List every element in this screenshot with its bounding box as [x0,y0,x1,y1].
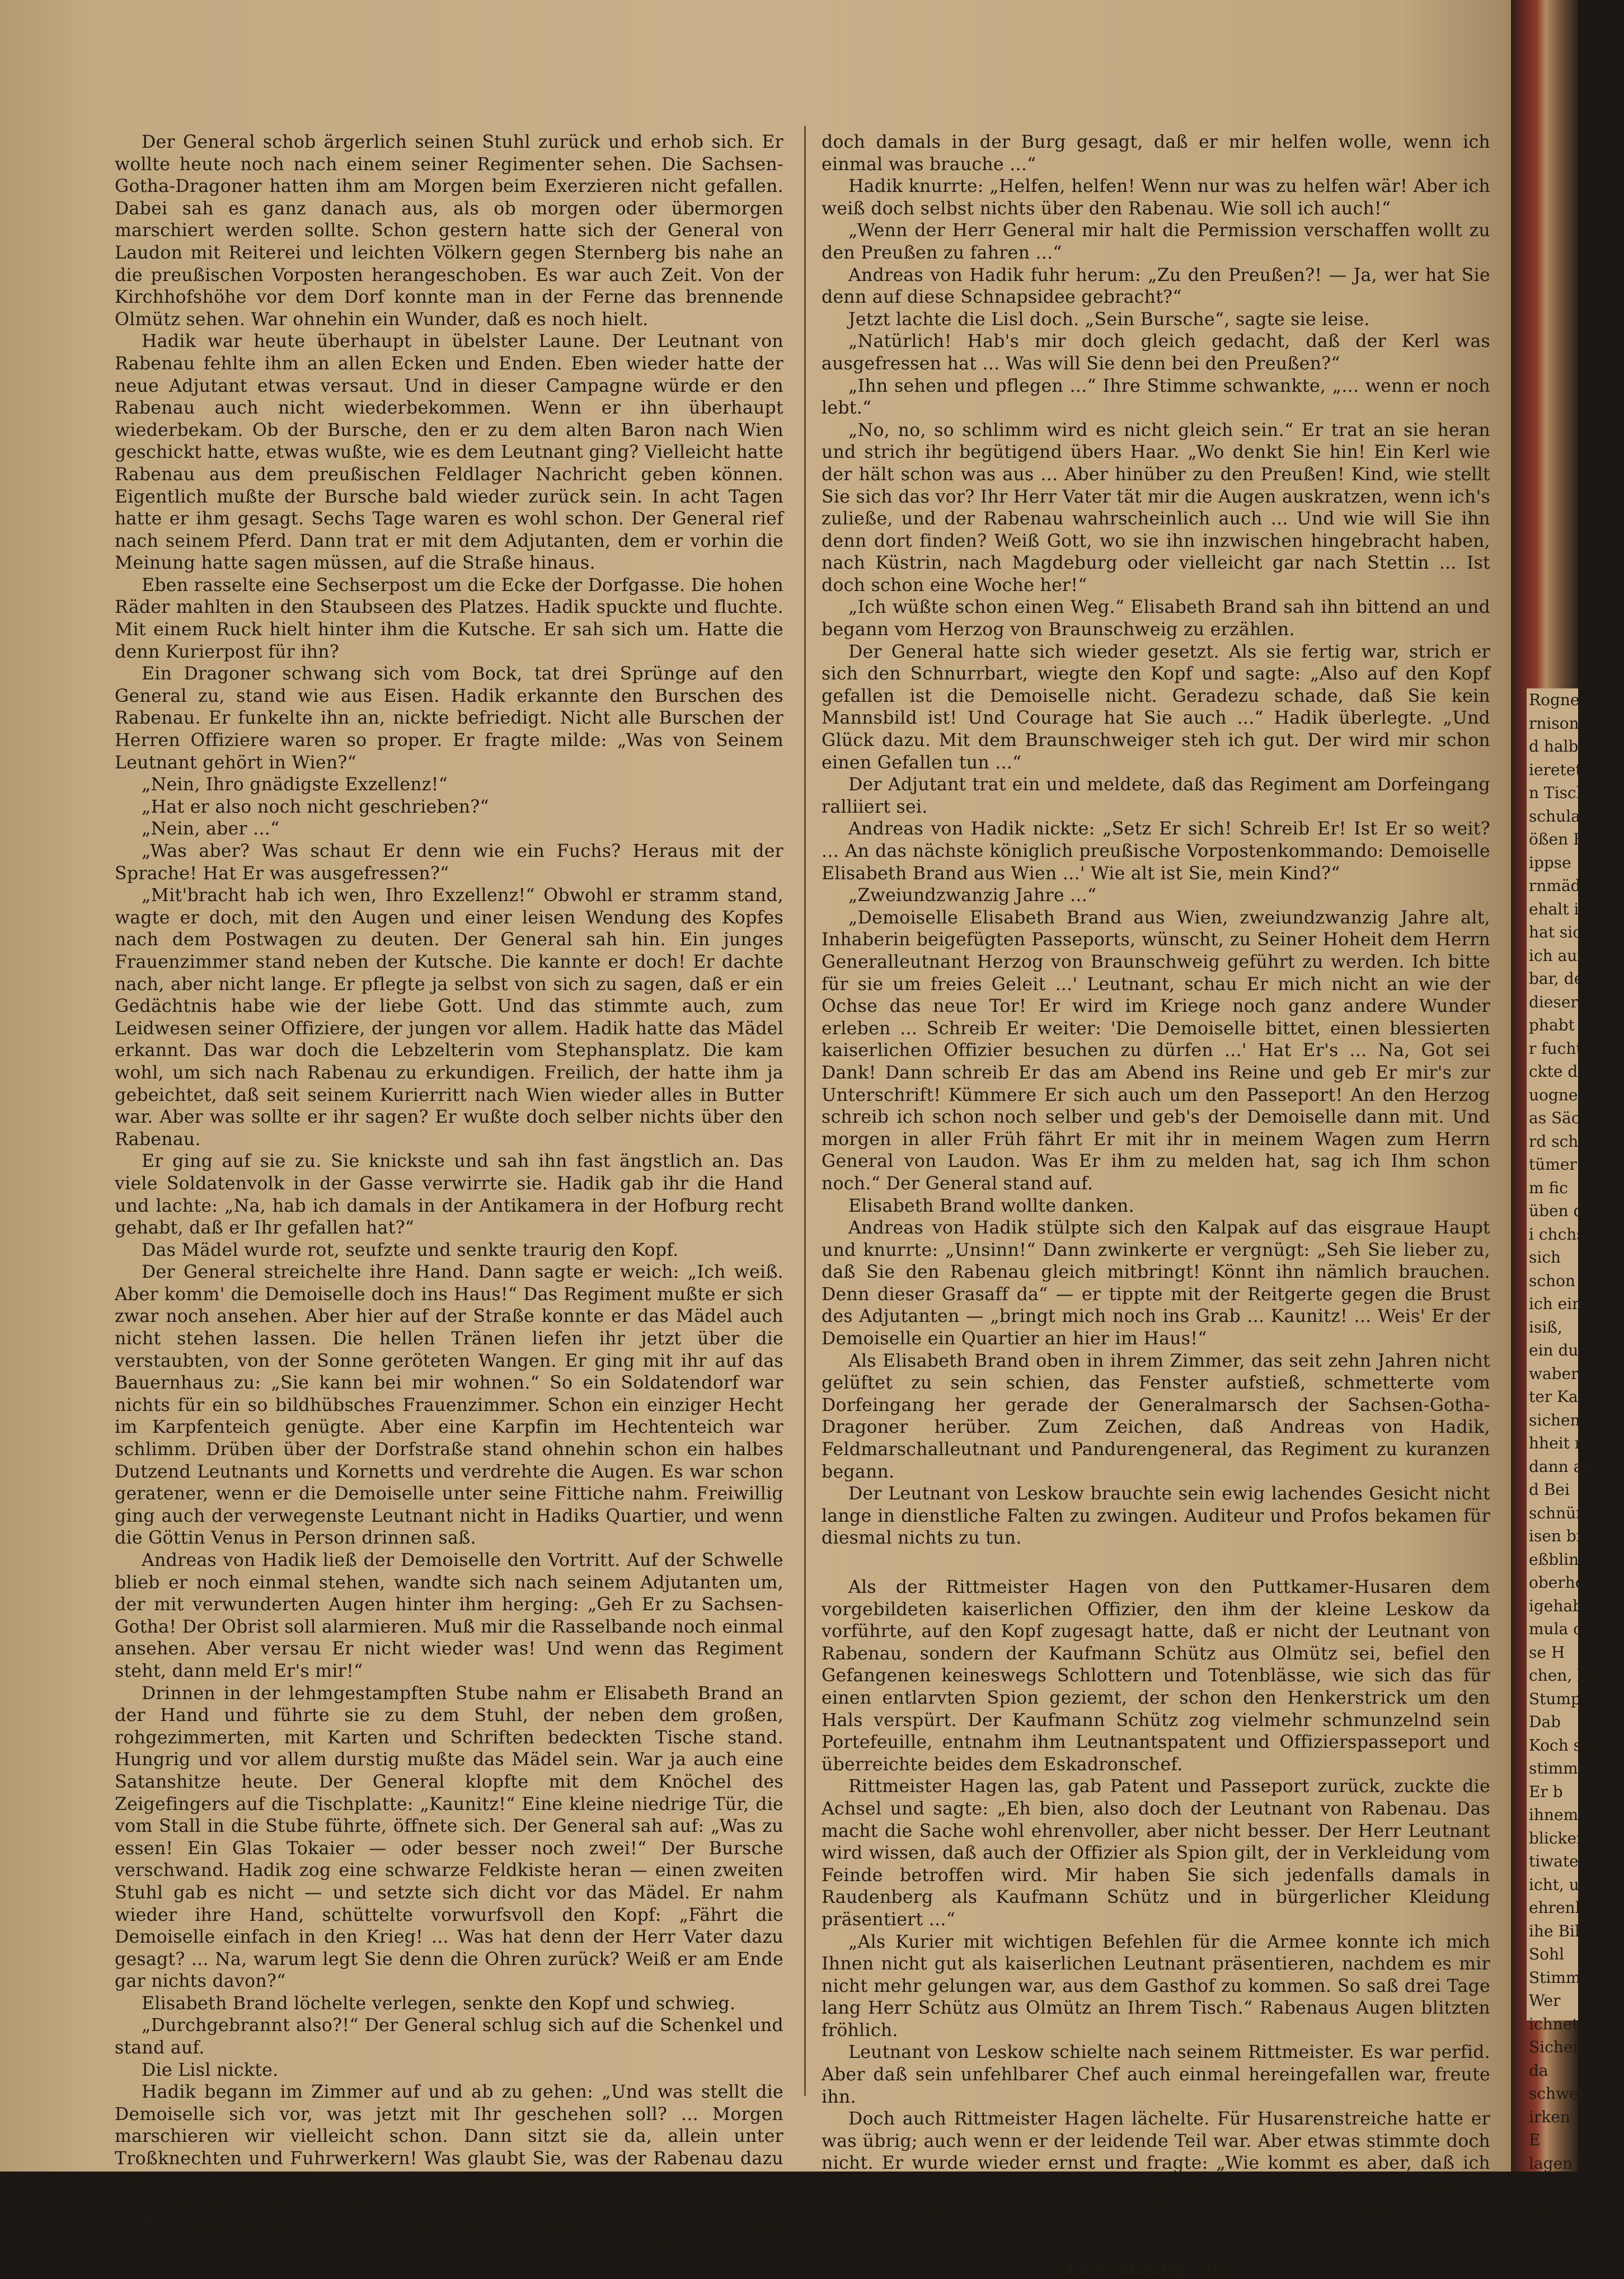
fragment-line: n Tisch [1529,784,1587,802]
fragment-line: ehrenhafte [1529,1898,1616,1917]
paragraph: Als der Rittmeister Hagen von den Puttkamer-Husaren dem vorgebildeten kaiserlichen Offizier, den ihm der kleine Leskow da vorführte, auf den Kopf zugesagt hatte, daß er nicht der Leutnant von Rabenau, sondern der Kaufmann Schütz aus Olmütz sei, befiel den Gefangenen keineswegs Schlottern und Totenblässe, wie sich das für einen entlarvten Spion geziemt, der schon den Henkerstrick um den Hals verspürt. Der Kaufmann Schütz zog vielmehr schmunzelnd sein Portefeuille, entnahm ihm Leutnantspatent und Offizierspasseport und überreichte beides dem Eskadronschef. [822,1577,1490,1775]
fragment-line: Wer [1529,1991,1561,2010]
fragment-line: m fic [1529,1178,1568,1197]
fragment-line: Dab [1529,1713,1561,1731]
paragraph: Elisabeth Brand löchelte verlegen, senkte den Kopf und schwieg. [142,1993,736,2014]
fragment-line: blicker d [1529,1828,1599,1847]
paragraph: Der General streichelte ihre Hand. Dann sagte er weich: „Ich weiß. Aber komm' die Demoiselle doch ins Haus!“ Das Regiment mußte er sich zwar noch ansehen. Aber hier auf der Straße konnte er das Mädel auch nicht stehen lassen. Die hellen Tränen liefen ihr jetzt über die verstaubten, von der Sonne geröteten Wangen. Er ging mit ihr auf das Bauernhaus zu: „Sie kann bei mir wohnen.“ So ein Soldatendorf war nichts für ein so bildhübsches Frauenzimmer. Schon ein einziger Hecht im Karpfenteich genügte. Aber eine Karpfin im Hechtenteich war schlimm. Drüben über der Dorfstraße stand ohnehin schon ein halbes Dutzend Leutnants und Kornetts und verdrehte die Augen. Es war schon geratener, wenn er die Demoiselle unter seine Fittiche nahm. Freiwillig ging auch der verwegenste Leutnant nicht in Hadiks Quartier, und wenn die Göttin Venus in Person drinnen saß. [115,1262,783,1549]
fragment-line: Mal [1529,2177,1560,2196]
fragment-line: ckte des [1529,1062,1595,1081]
fragment-line: Stimme [1529,1968,1590,1987]
fragment-line: rnisons [1529,714,1588,733]
paragraph: Andreas von Hadik fuhr herum: „Zu den Preußen?! — Ja, wer hat Sie denn auf diese Schnapsidee gebracht?“ [822,265,1490,308]
fragment-line: ung [1529,2200,1559,2219]
paragraph: Der Adjutant trat ein und meldete, daß das Regiment am Dorfeingang ralliiert sei. [822,775,1490,817]
fragment-line: tiwate. [1529,1852,1584,1870]
paragraph: Der General hatte sich wieder gesetzt. Als sie fertig war, strich er sich den Schnurrbart, wiegte den Kopf und sagte: „Also auf den Kopf gefallen ist die Demoiselle nicht. Geradezu schade, daß Sie kein Mannsbild ist! Und Courage hat Sie auch ...“ Hadik überlegte. „Und Glück dazu. Mit dem Braunschweiger steh ich gut. Der wird mir schon einen Gefallen tun ...“ [822,641,1490,773]
paragraph: „Zweiundzwanzig Jahre ...“ [848,885,1097,906]
fragment-line: irken [1529,2107,1570,2126]
fragment-line: sich [1529,1248,1561,1267]
fragment-line: d halb [1529,737,1579,756]
fragment-line: tümer m [1529,1155,1597,1174]
column-divider [804,126,806,2096]
fragment-line: lagen ir [1529,2154,1590,2173]
right-column [822,132,1490,2278]
fragment-line: schula [1529,806,1580,826]
paragraph: Hadik war heute überhaupt in übelster Laune. Der Leutnant von Rabenau fehlte ihm an allen Ecken und Enden. Eben wieder hatte der neue Adjutant etwas versaut. Und in dieser Campagne würde er den Rabenau auch nicht wiederbekommen. Wenn er ihn überhaupt wiederbekam. Ob der Bursche, den er zu dem alten Baron nach Wien geschickt hatte, etwas wußte, wie es dem Leutnant ging? Vielleicht hatte Rabenau aus dem preußischen Feldlager Nachricht geben können. Eigentlich mußte der Bursche bald wieder zurück sein. In acht Tagen hatte er ihm gesagt. Sechs Tage waren es wohl schon. Der General rief nach seinem Pferd. Dann trat er mit dem Adjutanten, dem er vorhin die Meinung hatte sagen müssen, auf die Straße hinaus. [115,331,783,574]
fragment-line: mula c [1529,1620,1582,1638]
paragraph: Elisabeth Brand war wieder dem Weinen nahe. Der General schien ernstlich böse zu sein. Sie sagte bittend: „Der Herr General hat mir [115,2215,783,2258]
paragraph: Elisabeth Brand wollte danken. [848,1195,1134,1216]
paragraph: „Nein, aber ...“ [142,819,280,840]
fragment-line: üben de [1529,1202,1593,1220]
fragment-line: icht, un [1529,1875,1589,1894]
fragment-line: isiß, [1529,1317,1562,1337]
fragment-line: rd schar [1529,1132,1595,1151]
fragment-line: dann ang [1529,1457,1603,1476]
paragraph: Der General schob ärgerlich seinen Stuhl zurück und erhob sich. Er wollte heute noch nach einem seiner Regimenter sehen. Die Sachsen-Gotha-Dragoner hatten ihm am Morgen beim Exerzieren nicht gefallen. Dabei sah es ganz danach aus, als ob morgen oder übermorgen marschiert werden sollte. Schon gestern hatte sich der General von Laudon mit Reiterei und leichten Völkern gegen Sternberg bis nahe an die preußischen Vorposten herangeschoben. Es war auch Zeit. Von der Kirchhofshöhe vor dem Dorf konnte man in der Ferne das brennende Olmütz sehen. War ohnehin ein Wunder, daß es noch hielt. [115,132,783,330]
paragraph: Andreas von Hadik nickte: „Setz Er sich! Schreib Er! Ist Er so weit? ... An das nächste königlich preußische Vorpostenkommando: Demoiselle Elisabeth Brand aus Wien ...' Wie alt ist Sie, mein Kind?“ [822,819,1490,884]
paragraph: Ein Dragoner schwang sich vom Bock, tat drei Sprünge auf den General zu, stand wie aus Eisen. Hadik erkannte den Burschen des Rabenau. Er funkelte ihn an, nickte befriedigt. Nicht alle Burschen der Herren Offiziere waren so proper. Er fragte milde: „Was von Seinem Leutnant gehört in Wien?“ [115,664,783,773]
fragment-line: dieser [1529,992,1578,1011]
paragraph: Hadik begann im Zimmer auf und ab zu gehen: „Und was stellt die Demoiselle sich vor, was jetzt mit Ihr geschehen soll? ... Morgen marschieren wir vielleicht schon. Dann sitzt sie da, allein unter Troßknechten und Fuhrwerkern! Was glaubt Sie, was der Rabenau dazu sagen tät? Nicht einmal die Post geht hier mehr durch, wenn das Stabsquartier abmarschiert ist.“ [115,2082,783,2214]
paragraph: „Durchgebrannt also?!“ Der General schlug sich auf die Schenkel und stand auf. [115,2015,783,2058]
paragraph: Eben rasselte eine Sechserpost um die Ecke der Dorfgasse. Die hohen Räder mahlten in den Staubseen des Platzes. Hadik spuckte und fluchte. Mit einem Ruck hielt hinter ihm die Kutsche. Er sah sich um. Hatte die denn Kurierpost für ihn? [115,575,783,662]
fragment-line: pgsam [1529,2224,1581,2242]
paragraph: Andreas von Hadik ließ der Demoiselle den Vortritt. Auf der Schwelle blieb er noch einmal stehen, wandte sich nach seinem Adjutanten um, der mit verwunderten Augen hinter ihm herging: „Geh Er zu Sachsen-Gotha! Der Obrist soll alarmieren. Muß mir die Rasselbande noch einmal ansehen. Aber versau Er nicht wieder was! Und wenn das Regiment steht, dann meld Er's mir!“ [115,1550,783,1681]
fragment-line: ihe Bil [1529,1921,1580,1940]
fragment-line: waber [1529,1364,1579,1383]
fragment-line: ich auf [1529,946,1583,965]
fragment-line: phabt in [1529,1016,1595,1034]
paragraph: Er ging auf sie zu. Sie knickste und sah ihn fast ängstlich an. Das viele Soldatenvolk in der Gasse verwirrte sie. Hadik gab ihr die Hand und lachte: „Na, hab ich damals in der Antikamera in der Hofburg recht gehabt, daß er Ihr gefallen hat?“ [115,1151,783,1239]
paragraph: „Ihn sehen und pflegen ...“ Ihre Stimme schwankte, „... wenn er noch lebt.“ [822,376,1490,419]
fragment-line: Sichen [1529,2038,1583,2056]
fragment-line: ichnet [1529,2014,1579,2033]
paragraph: „Als Kurier mit wichtigen Befehlen für die Armee konnte ich mich Ihnen nicht gut als kaiserlichen Leutnant präsentieren, nachdem es mir nicht mehr gelungen war, aus dem Gasthof zu kommen. So saß drei Tage lang Herr Schütz aus Olmütz an Ihrem Tisch.“ Rabenaus Augen blitzten fröhlich. [822,1931,1490,2041]
paragraph: doch damals in der Burg gesagt, daß er mir helfen wolle, wenn ich einmal was brauche ...“ [822,132,1490,175]
fragment-line: schnüra [1529,1503,1593,1522]
paragraph: Das Mädel wurde rot, seufzte und senkte traurig den Kopf. [142,1240,679,1260]
fragment-line: ieretet, [1529,760,1587,779]
left-column [115,132,783,2258]
paragraph: Die Lisl nickte. [142,2060,279,2080]
fragment-line: i chchsel, [1529,1225,1604,1244]
fragment-line: ter Kar [1529,1387,1586,1406]
paragraph: „Demoiselle Elisabeth Brand aus Wien, zweiundzwanzig Jahre alt, Inhaberin beigefügten Passeports, wünscht, zu Seiner Hoheit dem Herrn Generalleutnant Herzog von Braunschweig geführt zu werden. Ich bitte für sie um freies Geleit ...' Leutnant, schau Er mich nicht an wie der Ochse das neue Tor! Er wird im Kriege noch ganz andere Wunder erleben ... Schreib Er weiter: 'Die Demoiselle bittet, einen blessierten kaiserlichen Offizier besuchen zu dürfen ...' Hat Er's ... Na, Got sei Dank! Dann schreib Er das am Abend ins Reine und geb Er mir's zur Unterschrift! Kümmere Er sich auch um den Passeport! An den Herzog schreib ich schon noch selber und geb's der Demoiselle dann mit. Und morgen in aller Früh fährt Er mit ihr in meinem Wagen zum Herrn General von Laudon. Was Er ihm zu melden hat, sag ich Ihm schon noch.“ Der General stand auf. [822,907,1490,1194]
fragment-line: ich einem [1529,1295,1607,1313]
fragment-line: ein dunk [1529,1341,1598,1359]
fragment-line: r fuchtel [1529,1039,1597,1058]
paragraph: Leutnant von Leskow schielte nach seinem Rittmeister. Es war perfid. Aber daß sein unfehlbarer Chef auch einmal hereingefallen war, freute ihn. [822,2042,1490,2107]
paragraph: Andreas von Hadik stülpte sich den Kalpak auf das eisgraue Haupt und knurrte: „Unsinn!“ Dann zwinkerte er vergnügt: „Seh Sie lieber zu, daß Sie den Rabenau gleich mitbringt! Könnt ihn nämlich brauchen. Denn dieser Grasaff da“ — er tippte mit der Reitgerte gegen die Brust des Adjutanten — „bringt mich noch ins Grab ... Kaunitz! ... Weis' Er der Demoiselle ein Quartier an hier im Haus!“ [822,1218,1490,1349]
paragraph: „Nein, Ihro gnädigste Exzellenz!“ [142,775,448,795]
fragment-line: sichen w [1529,1410,1599,1429]
fragment-line: da [1529,2061,1548,2080]
paragraph: „Hat er also noch nicht geschrieben?“ [142,796,489,817]
continuation-note: (Fortsetzung folgt.) [1057,2257,1255,2278]
fragment-line: schwer [1529,2084,1587,2103]
fragment-line: Er b [1529,1782,1563,1801]
fragment-line: Koch sel [1529,1736,1596,1755]
paragraph: „Mit'bracht hab ich wen, Ihro Exzellenz!“ Obwohl er stramm stand, wagte er doch, mit den Augen und einer leisen Wendung des Kopfes nach dem Postwagen zu deuten. Der General sah hin. Ein junges Frauenzimmer stand neben der Kutsche. Die kannte er doch! Er dachte nach, aber nicht lange. Er pflegte ja selbst von sich zu sagen, daß er ein Gedächtnis habe wie der liebe Gott. Und das stimmte auch, zum Leidwesen seiner Offiziere, der jungen vor allem. Hadik hatte das Mädel erkannt. Das war doch die Lebzelterin vom Stephansplatz. Die kam wohl, um sich nach Rabenau zu erkundigen. Freilich, der hatte ihm ja gebeichtet, daß seit seinem Kurierritt nach Wien wieder alles in Butter war. Aber was sollte er ihr sagen? Er wußte doch selber nichts über den Rabenau. [115,885,783,1150]
fragment-line: chen, hal [1529,1666,1602,1685]
paragraph: „No, no, so schlimm wird es nicht gleich sein.“ Er trat an sie heran und strich ihr begütigend übers Haar. „Wo denkt Sie hin! Ein Kerl wie der hält schon was aus ... Aber hinüber zu den Preußen! Kind, wie stellt Sie sich das vor? Ihr Herr Vater tät mir die Augen auskratzen, wenn ich's zuließe, und der Rabenau wahrscheinlich auch ... Und wie will Sie ihn denn dort finden? Weiß Gott, wo sie ihn inzwischen hingebracht haben, nach Küstrin, nach Magdeburg oder vielleicht gar nach Stettin ... Ist doch schon eine Woche her!“ [822,420,1490,595]
fragment-line: as Säck [1529,1109,1590,1127]
fragment-line: igehaber [1529,1596,1600,1615]
fragment-line: Sohl [1529,1945,1565,1963]
fragment-line: E [1529,2131,1541,2149]
fragment-line: uogners [1529,1085,1594,1104]
fragment-line: oberholde [1529,1573,1609,1592]
fragment-line: hat sic [1529,923,1581,941]
paragraph: „Wenn der Herr General mir halt die Permission verschaffen wollt zu den Preußen zu fahren ...“ [822,221,1490,263]
fragment-line: stimmen sic [1529,1759,1624,1778]
fragment-line: ihnem [1529,1806,1579,1824]
fragment-line: eßblinden [1529,1550,1608,1569]
fragment-line: bar, de [1529,969,1584,988]
fragment-line: Stumpfe, [1529,1689,1601,1708]
paragraph: „Ich wüßte schon einen Weg.“ Elisabeth Brand sah ihn bittend an und begann vom Herzog von Braunschweig zu erzählen. [822,597,1490,640]
paragraph: Der Leutnant von Leskow brauchte sein ewig lachendes Gesicht nicht lange in dienstliche Falten zu zwingen. Auditeur und Profos bekamen für diesmal nichts zu tun. [822,1484,1490,1549]
paragraph: Als Elisabeth Brand oben in ihrem Zimmer, das seit zehn Jahren nicht gelüftet zu sein schien, das Fenster aufstieß, schmetterte vom Dorfeingang her gerade der Generalmarsch der Sachsen-Gotha-Dragoner herüber. Zum Zeichen, daß Andreas von Hadik, Feldmarschalleutnant und Pandurengeneral, das Regiment zu kuranzen begann. [822,1350,1490,1482]
paragraph: Drinnen in der lehmgestampften Stube nahm er Elisabeth Brand an der Hand und führte sie zu dem Stuhl, der neben dem großen, rohgezimmerten, mit Karten und Schriften bedeckten Tische stand. Hungrig und vor allem durstig mußte das Mädel sein. War ja auch eine Satanshitze heute. Der General klopfte mit dem Knöchel des Zeigefingers auf die Tischplatte: „Kaunitz!“ Eine kleine niedrige Tür, die vom Stall in die Stube führte, öffnete sich. Der General sah auf: „Was zu essen! Ein Glas Tokaier — oder besser noch zwei!“ Der Bursche verschwand. Hadik zog eine schwarze Feldkiste heran — einen zweiten Stuhl gab es nicht — und setzte sich dicht vor das Mädel. Er nahm wieder ihre Hand, schüttelte vorwurfsvoll den Kopf: „Fährt die Demoiselle einfach in den Krieg! ... Was hat denn der Herr Vater dazu gesagt? ... Na, warum legt Sie denn die Ohren zurück? Weiß er am Ende gar nichts davon?“ [115,1683,783,1992]
fragment-line: rnmädc [1529,876,1590,895]
fragment-line: schon [1529,1271,1575,1290]
fragment-line: hheit m [1529,1434,1590,1452]
fragment-line: ößen B [1529,830,1585,848]
fragment-line: isen brod [1529,1527,1603,1545]
fragment-line: ippse [1529,853,1571,872]
adjacent-page-fragments [1527,688,1624,2242]
paragraph: Rittmeister Hagen las, gab Patent und Passeport zurück, zuckte die Achsel und sagte: „Eh bien, also doch der Leutnant von Rabenau. Das macht die Sache wohl ehrenvoller, aber nicht besser. Der Herr Leutnant wird wissen, daß auch der Offizier als Spion gilt, der in Verkleidung vom Feinde betroffen wird. Mir haben Sie sich jedenfalls damals in Raudenberg als Kaufmann Schütz und in bürgerlicher Kleidung präsentiert ...“ [822,1776,1490,1930]
paragraph: Jetzt lachte die Lisl doch. „Sein Bursche“, sagte sie leise. [848,309,1370,330]
fragment-line: ehalt in [1529,899,1589,918]
paragraph: „Natürlich! Hab's mir doch gleich gedacht, daß der Kerl was ausgefressen hat ... Was will Sie denn bei den Preußen?“ [822,331,1490,374]
paragraph: „Was aber? Was schaut Er denn wie ein Fuchs? Heraus mit der Sprache! Hat Er was ausgefressen?“ [115,841,783,884]
fragment-line: Rogner [1529,691,1587,709]
paragraph: Hadik knurrte: „Helfen, helfen! Wenn nur was zu helfen wär! Aber ich weiß doch selbst nichts über den Rabenau. Wie soll ich auch!“ [822,176,1490,219]
paragraph: Doch auch Rittmeister Hagen lächelte. Für Husarenstreiche hatte er was übrig; auch wenn er der leidende Teil war. Aber etwas stimmte doch nicht. Er wurde wieder ernst und fragte: „Wie kommt es aber, daß ich das Pläsier hatte, die, wie ich mich erinnern kann, sehr schöne Madame Schütz kennenzulernen, in Ihren Papieren aber steht, daß Sie nicht verheiratet sind?“ [822,2109,1490,2240]
fragment-line: se H [1529,1643,1565,1662]
fragment-line: d Bei [1529,1480,1570,1499]
